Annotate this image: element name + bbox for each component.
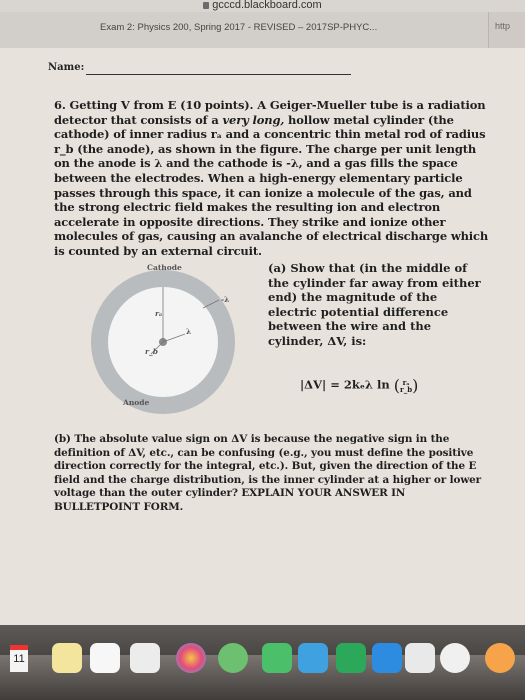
- exam-page: [0, 48, 525, 625]
- neg-lambda-label: -λ: [221, 295, 230, 304]
- formula-left: |ΔV| = 2kₑλ ln: [300, 377, 390, 392]
- ibooks-icon[interactable]: [298, 643, 328, 673]
- music-icon[interactable]: [440, 643, 470, 673]
- paren-close: ): [412, 376, 419, 395]
- geiger-tube-figure: [85, 258, 250, 418]
- question-italic: very long,: [222, 112, 285, 127]
- url-text: gcccd.blackboard.com: [212, 0, 322, 11]
- messages-icon[interactable]: [176, 643, 206, 673]
- formula-den: r_b: [400, 384, 413, 394]
- question-body-1: A Geiger-Mueller tube is a radiation detector that consists of a: [54, 98, 486, 127]
- photos-icon[interactable]: [130, 643, 160, 673]
- name-label: Name:: [48, 62, 85, 73]
- appstore-icon[interactable]: [405, 643, 435, 673]
- lock-icon: [203, 2, 209, 9]
- part-b-text: (b) The absolute value sign on ΔV is because the negative sign in the definition of ΔV, etc., can be confusing (e.g., you must define the positive direction correctly for the integral, etc.). But, given the direction of the E field and the charge distribution, is the inner cylinder at a higher or lower voltage than the outer cylinder? EXPLAIN YOUR ANSWER IN BULLETPOINT FORM.: [54, 433, 482, 513]
- reminders-icon[interactable]: [90, 643, 120, 673]
- paren-open: (: [393, 376, 400, 395]
- lambda-label: λ: [186, 327, 192, 336]
- rb-label: r_b: [145, 347, 158, 356]
- question-title: 6. Getting V from E (10 points).: [54, 98, 254, 112]
- cathode-label: Cathode: [147, 263, 182, 272]
- facetime-icon[interactable]: [218, 643, 248, 673]
- tab-title[interactable]: Exam 2: Physics 200, Spring 2017 - REVISED – 2017SP-PHYC...: [100, 22, 378, 33]
- tab-next[interactable]: http: [488, 12, 525, 48]
- safari-icon[interactable]: [485, 643, 515, 673]
- itunes-icon[interactable]: [262, 643, 292, 673]
- notes-icon[interactable]: [52, 643, 82, 673]
- calendar-icon[interactable]: 11: [10, 645, 28, 672]
- anode-label: Anode: [123, 398, 150, 407]
- question-body-2: hollow metal cylinder (the cathode) of inner radius rₐ and a concentric thin metal rod of radius r_b (the anode), as shown in the figure. The charge per unit length on the anode is λ and the cathode is -λ, and a gas fills the space between the electrodes. When a high-energy elementary particle passes through this space, it can ionize a molecule of the gas, and the strong electric field makes the resulting ion and electron accelerate in opposite directions. They strike and ionize other molecules of gas, causing an avalanche of electrical discharge which is counted by an external circuit.: [54, 112, 489, 258]
- keynote-icon[interactable]: [372, 643, 402, 673]
- ra-label: rₐ: [155, 309, 163, 318]
- numbers-icon[interactable]: [336, 643, 366, 673]
- delta-v-formula: [300, 376, 418, 395]
- address-bar[interactable]: [0, 0, 525, 12]
- question-text: [54, 98, 494, 259]
- formula-num: rₐ: [402, 377, 410, 387]
- formula-fraction: [400, 379, 412, 393]
- part-a-text: (a) Show that (in the middle of the cylinder far away from either end) the magnitude of the electric potential difference between the wire and the cylinder, ΔV, is:: [268, 261, 481, 348]
- name-line: [86, 74, 351, 75]
